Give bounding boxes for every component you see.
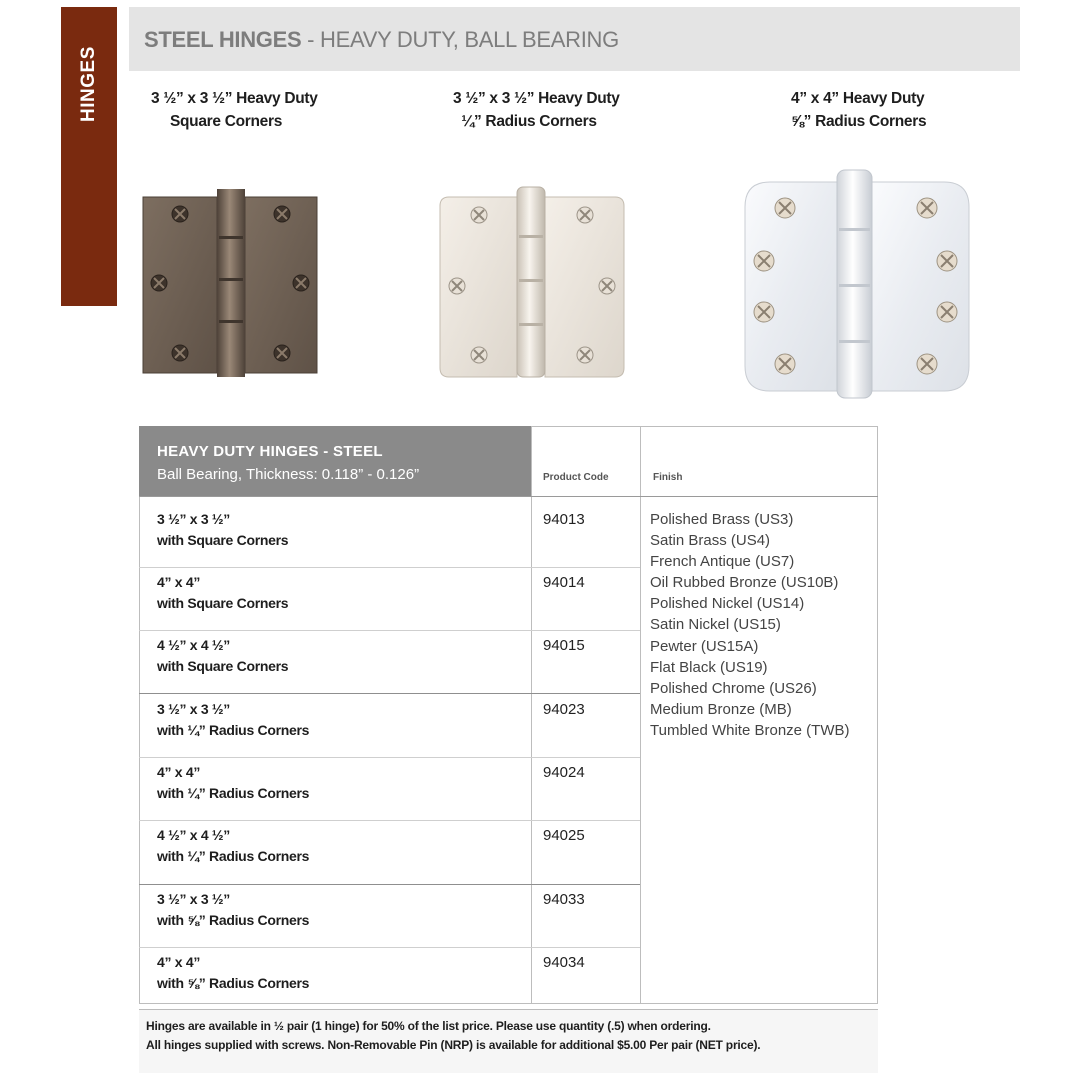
table-row xyxy=(157,952,309,994)
row-product-code: 94023 xyxy=(543,701,585,718)
finish-item: Satin Nickel (US15) xyxy=(650,616,781,634)
row-product-code: 94015 xyxy=(543,637,585,654)
page-title-bold: STEEL HINGES xyxy=(144,27,302,52)
product-caption-2 xyxy=(453,87,620,133)
table-header xyxy=(139,426,531,497)
product-caption-1 xyxy=(151,87,318,133)
row-divider xyxy=(139,630,640,631)
table-row xyxy=(157,762,309,804)
finish-item: Medium Bronze (MB) xyxy=(650,700,792,718)
header-divider xyxy=(139,496,878,497)
finish-item: Tumbled White Bronze (TWB) xyxy=(650,721,850,739)
finish-item: Pewter (US15A) xyxy=(650,637,759,655)
product-caption-line1: 4” x 4” Heavy Duty xyxy=(791,90,925,107)
row-product-code: 94014 xyxy=(543,574,585,591)
table-row xyxy=(157,572,288,614)
product-caption-line1: 3 ½” x 3 ½” Heavy Duty xyxy=(453,90,620,107)
product-caption-line1: 3 ½” x 3 ½” Heavy Duty xyxy=(151,90,318,107)
row-size: 4” x 4” xyxy=(157,764,201,780)
page-title-rest: - HEAVY DUTY, BALL BEARING xyxy=(301,27,619,52)
hinge-image-five-eighths-radius-chrome xyxy=(742,168,972,402)
row-divider xyxy=(139,567,640,568)
hinge-image-square-bronze xyxy=(141,183,319,377)
row-size: 4 ½” x 4 ½” xyxy=(157,637,230,653)
row-size: 3 ½” x 3 ½” xyxy=(157,891,230,907)
row-size: 3 ½” x 3 ½” xyxy=(157,701,230,717)
footer-note-half-pair: Hinges are available in ½ pair (1 hinge) for 50% of the list price. Please use quantity (.5) when ordering. xyxy=(146,1019,711,1033)
row-divider xyxy=(139,757,640,758)
finish-list xyxy=(650,509,850,741)
row-description: with ¼” Radius Corners xyxy=(157,722,310,738)
finish-item: Polished Chrome (US26) xyxy=(650,679,817,697)
finish-item: French Antique (US7) xyxy=(650,553,795,571)
row-size: 4” x 4” xyxy=(157,574,201,590)
row-size: 4 ½” x 4 ½” xyxy=(157,827,230,843)
finish-item: Polished Brass (US3) xyxy=(650,511,794,528)
row-product-code: 94034 xyxy=(543,954,585,971)
row-product-code: 94025 xyxy=(543,827,585,844)
row-description: with Square Corners xyxy=(157,658,289,674)
column-header-finish: Finish xyxy=(653,472,683,483)
table-title: HEAVY DUTY HINGES - STEEL xyxy=(157,443,383,460)
product-caption-3 xyxy=(791,87,927,133)
row-description: with ¼” Radius Corners xyxy=(157,848,310,864)
finish-item: Oil Rubbed Bronze (US10B) xyxy=(650,574,839,592)
hinge-image-quarter-radius-nickel xyxy=(437,183,627,379)
row-size: 3 ½” x 3 ½” xyxy=(157,511,230,527)
product-caption-line2: ¼” Radius Corners xyxy=(461,113,597,130)
column-divider xyxy=(640,426,641,1004)
table-row xyxy=(157,825,309,867)
row-divider xyxy=(139,947,640,948)
product-caption-line2: Square Corners xyxy=(169,113,283,130)
group-divider xyxy=(139,693,640,694)
table-subtitle: Ball Bearing, Thickness: 0.118” - 0.126” xyxy=(157,466,420,483)
table-row xyxy=(157,889,309,931)
side-tab-label: HINGES xyxy=(78,46,99,122)
table-row xyxy=(157,509,288,551)
side-tab xyxy=(61,7,117,306)
table-row xyxy=(157,699,309,741)
finish-item: Satin Brass (US4) xyxy=(650,532,771,550)
row-size: 4” x 4” xyxy=(157,954,201,970)
page-title xyxy=(144,27,619,53)
title-bar xyxy=(129,7,1020,71)
footer-note-screws: All hinges supplied with screws. Non-Removable Pin (NRP) is available for additional $5.00 Per pair (NET price). xyxy=(146,1038,761,1052)
finish-item: Flat Black (US19) xyxy=(650,658,768,676)
row-product-code: 94024 xyxy=(543,764,585,781)
row-product-code: 94033 xyxy=(543,891,585,908)
row-description: with Square Corners xyxy=(157,532,289,548)
product-caption-line2: ⅝” Radius Corners xyxy=(791,113,927,130)
column-divider xyxy=(531,426,532,1004)
row-description: with Square Corners xyxy=(157,595,289,611)
row-description: with ⅝” Radius Corners xyxy=(157,912,310,928)
column-header-product-code: Product Code xyxy=(543,472,609,483)
row-description: with ⅝” Radius Corners xyxy=(157,975,310,991)
table-row xyxy=(157,635,288,677)
row-description: with ¼” Radius Corners xyxy=(157,785,310,801)
finish-item: Polished Nickel (US14) xyxy=(650,595,805,613)
row-divider xyxy=(139,820,640,821)
group-divider xyxy=(139,884,640,885)
row-product-code: 94013 xyxy=(543,511,585,528)
